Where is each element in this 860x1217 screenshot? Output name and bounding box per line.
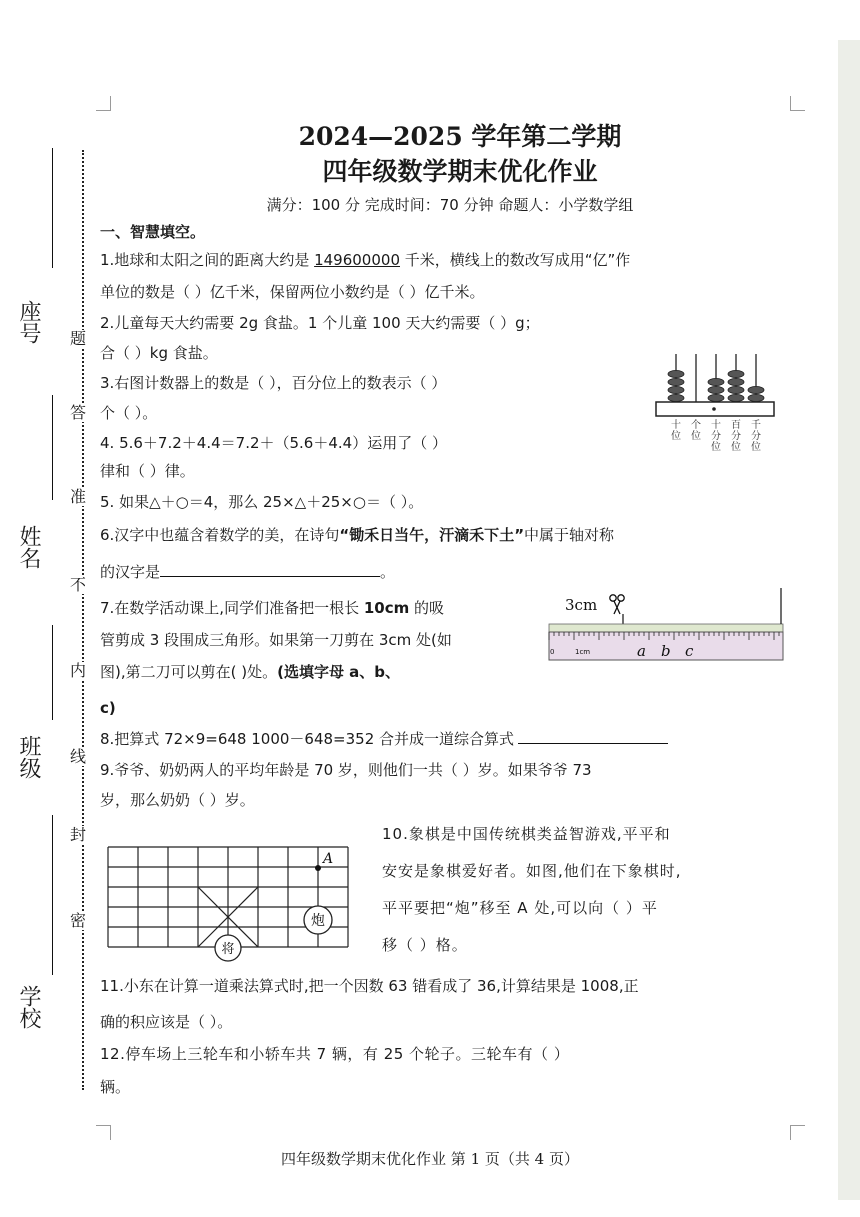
question-10-line-1: 10.象棋是中国传统棋类益智游戏,平平和 bbox=[382, 825, 671, 843]
abacus-label: 位 bbox=[751, 442, 761, 453]
seal-char-5: 内 bbox=[70, 661, 87, 680]
abacus-label: 十 bbox=[711, 420, 721, 431]
question-10-line-3: 平平要把“炮”移至 A 处,可以向（ ）平 bbox=[382, 899, 658, 917]
straw-length: 10cm bbox=[363, 599, 410, 617]
seal-dotted-line bbox=[82, 150, 84, 1090]
svg-text:0: 0 bbox=[550, 648, 555, 656]
question-3-line-1: 3.右图计数器上的数是（ ），百分位上的数表示（ ） bbox=[100, 374, 447, 392]
abacus-bead bbox=[668, 378, 684, 385]
side-line-school bbox=[52, 815, 53, 975]
corner-mark-top-left bbox=[96, 96, 111, 111]
scissors-icon bbox=[610, 595, 624, 614]
question-4-line-2: 律和（ ）律。 bbox=[100, 462, 195, 480]
ruler-unit-label: 1cm bbox=[575, 648, 591, 656]
question-5: 5. 如果△＋○＝4，那么 25×△＋25×○＝（ ）。 bbox=[100, 493, 424, 511]
mark-c: c bbox=[685, 642, 694, 660]
poem-text: “锄禾日当午，汗滴禾下土” bbox=[339, 526, 525, 544]
exam-title-year: 2024—2025 学年第二学期 bbox=[298, 122, 622, 151]
question-7-line-2: 管剪成 3 段围成三角形。如果第一刀剪在 3cm 处(如 bbox=[100, 631, 452, 649]
abacus-label: 千 bbox=[751, 420, 761, 431]
question-7-line-4: c) bbox=[100, 699, 116, 717]
side-label-class: 班级 bbox=[16, 735, 41, 779]
side-label-seat: 座号 bbox=[16, 300, 41, 344]
seal-char-7: 封 bbox=[70, 825, 87, 844]
corner-mark-top-right bbox=[790, 96, 805, 111]
svg-text:A: A bbox=[323, 851, 334, 867]
answer-blank-q6 bbox=[160, 562, 380, 577]
question-1-line-1: 1.地球和太阳之间的距离大约是 149600000 千米，横线上的数改写成用“亿”作 bbox=[100, 251, 631, 269]
page-footer: 四年级数学期末优化作业 第 1 页（共 4 页） bbox=[281, 1150, 579, 1168]
seal-char-1: 题 bbox=[70, 329, 87, 348]
seal-char-3: 准 bbox=[70, 487, 87, 506]
mark-b: b bbox=[661, 642, 671, 660]
abacus-label: 分 bbox=[751, 431, 761, 442]
question-7-line-3: 图),第二刀可以剪在( )处。(选填字母 a、b、 bbox=[100, 663, 401, 681]
abacus-bead bbox=[668, 394, 684, 401]
abacus-bead bbox=[668, 370, 684, 377]
abacus-bead bbox=[728, 378, 744, 385]
abacus-label: 位 bbox=[671, 431, 681, 442]
ruler-figure bbox=[545, 588, 787, 670]
side-label-school: 学校 bbox=[16, 985, 41, 1029]
question-6-line-1: 6.汉字中也蕴含着数学的美，在诗句“锄禾日当午，汗滴禾下土”中属于轴对称 bbox=[100, 526, 615, 544]
question-6-line-2: 的汉字是 。 bbox=[100, 563, 396, 581]
abacus-bead bbox=[748, 394, 764, 401]
point-a bbox=[315, 865, 321, 871]
cut-label: 3cm bbox=[565, 596, 598, 614]
question-1-line-2: 单位的数是（ ）亿千米，保留两位小数约是（ ）亿千米。 bbox=[100, 283, 485, 301]
question-12-line-1: 12.停车场上三轮车和小轿车共 7 辆，有 25 个轮子。三轮车有（ ） bbox=[100, 1045, 570, 1063]
question-10-line-2: 安安是象棋爱好者。如图,他们在下象棋时, bbox=[382, 862, 682, 880]
answer-hint: (选填字母 a、b、 bbox=[277, 663, 401, 681]
abacus-label: 百 bbox=[731, 420, 741, 431]
svg-text:将: 将 bbox=[221, 942, 235, 957]
seal-char-4: 不 bbox=[70, 575, 87, 594]
abacus-bead bbox=[728, 386, 744, 393]
question-12-line-2: 辆。 bbox=[100, 1078, 131, 1096]
seal-char-6: 线 bbox=[70, 747, 87, 766]
abacus-bead bbox=[728, 394, 744, 401]
section-title: 一、智慧填空。 bbox=[100, 223, 206, 241]
side-line-name bbox=[52, 395, 53, 500]
abacus-bead bbox=[708, 394, 724, 401]
seal-char-8: 密 bbox=[70, 911, 87, 930]
seal-char-2: 答 bbox=[70, 403, 87, 422]
question-8: 8.把算式 72×9=648 1000－648=352 合并成一道综合算式 bbox=[100, 729, 668, 749]
question-11-line-1: 11.小东在计算一道乘法算式时,把一个因数 63 错看成了 36,计算结果是 1008,正 bbox=[100, 977, 639, 995]
side-label-name: 姓名 bbox=[16, 525, 41, 569]
exam-meta: 满分：100 分 完成时间：70 分钟 命题人：小学数学组 bbox=[266, 196, 634, 214]
abacus-figure bbox=[652, 350, 782, 462]
abacus-bead bbox=[748, 386, 764, 393]
mark-a: a bbox=[637, 642, 646, 660]
question-3-line-2: 个（ ）。 bbox=[100, 404, 158, 422]
question-7-line-1: 7.在数学活动课上,同学们准备把一根长 10cm 的吸 bbox=[100, 599, 445, 617]
abacus-bead bbox=[668, 386, 684, 393]
abacus-label: 位 bbox=[731, 442, 741, 453]
corner-mark-bottom-left bbox=[96, 1125, 111, 1140]
abacus-label: 分 bbox=[731, 431, 741, 442]
answer-blank-q8 bbox=[518, 729, 668, 744]
question-9-line-1: 9.爷爷、奶奶两人的平均年龄是 70 岁，则他们一共（ ）岁。如果爷爷 73 bbox=[100, 761, 592, 779]
abacus-bead bbox=[708, 378, 724, 385]
distance-number: 149600000 bbox=[314, 251, 400, 269]
abacus-bead bbox=[708, 386, 724, 393]
svg-text:炮: 炮 bbox=[311, 913, 325, 929]
question-9-line-2: 岁，那么奶奶（ ）岁。 bbox=[100, 791, 255, 809]
abacus-bead bbox=[728, 370, 744, 377]
question-4-line-1: 4. 5.6＋7.2＋4.4＝7.2＋（5.6＋4.4）运用了（ ） bbox=[100, 434, 447, 452]
question-2-line-1: 2.儿童每天大约需要 2g 食盐。1 个儿童 100 天大约需要（ ）g； bbox=[100, 314, 540, 332]
abacus-label: 个 bbox=[691, 420, 701, 431]
corner-mark-bottom-right bbox=[790, 1125, 805, 1140]
side-line-class bbox=[52, 625, 53, 720]
question-11-line-2: 确的积应该是（ ）。 bbox=[100, 1013, 233, 1031]
abacus-label: 位 bbox=[691, 431, 701, 442]
abacus-label: 十 bbox=[671, 420, 681, 431]
abacus-label: 位 bbox=[711, 442, 721, 453]
question-10-line-4: 移（ ）格。 bbox=[382, 936, 468, 954]
question-2-line-2: 合（ ）kg 食盐。 bbox=[100, 344, 218, 362]
chessboard-figure bbox=[104, 833, 364, 963]
exam-title-subject: 四年级数学期末优化作业 bbox=[322, 157, 598, 186]
abacus-label: 分 bbox=[711, 431, 721, 442]
